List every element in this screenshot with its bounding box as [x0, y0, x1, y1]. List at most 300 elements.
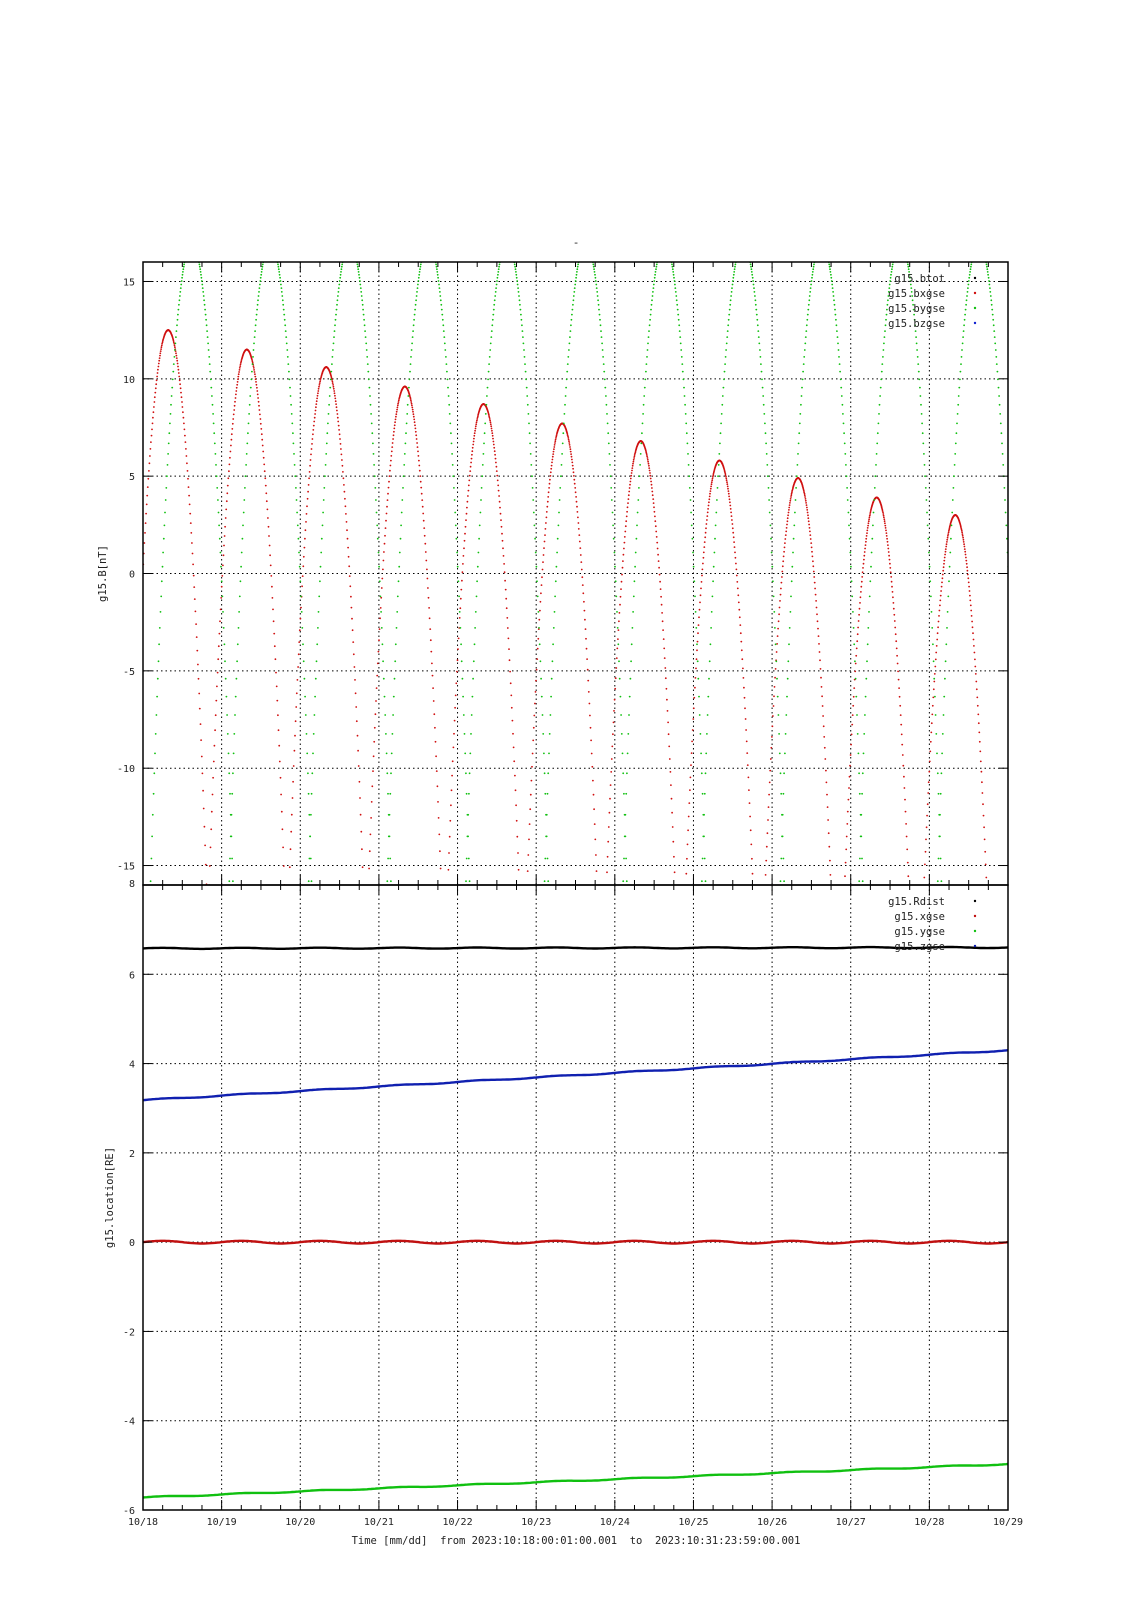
data-point-bygse: [447, 379, 449, 381]
data-point-bygse: [264, 254, 266, 256]
data-point-bxgse: [348, 556, 350, 558]
data-point-bxgse: [256, 390, 258, 392]
data-point-bxgse: [844, 889, 846, 891]
data-point-bxgse: [691, 741, 693, 743]
data-point-bxgse: [804, 493, 806, 495]
data-point-bygse: [573, 295, 575, 297]
data-point-bygse: [268, 242, 270, 244]
data-point-bygse: [781, 836, 783, 838]
data-point-bygse: [612, 525, 614, 527]
data-point-bxgse: [148, 470, 150, 472]
data-point-bygse: [563, 423, 565, 425]
data-point-bxgse: [447, 886, 449, 888]
data-point-bxgse: [906, 849, 908, 851]
data-point-bxgse: [900, 724, 902, 726]
data-point-bxgse: [534, 703, 536, 705]
data-point-bygse: [998, 387, 1000, 389]
grid-lines: [143, 262, 1008, 885]
data-point-bygse: [664, 242, 666, 244]
data-point-bygse: [387, 793, 389, 795]
data-point-bygse: [817, 247, 819, 249]
data-point-bygse: [744, 243, 746, 245]
data-point-bygse: [544, 858, 546, 860]
data-point-bygse: [978, 242, 980, 244]
data-point-bygse: [313, 733, 315, 735]
data-point-bygse: [588, 246, 590, 248]
data-point-bxgse: [867, 525, 869, 527]
data-point-bygse: [286, 349, 288, 351]
data-point-bygse: [268, 242, 270, 244]
data-point-bygse: [663, 242, 665, 244]
data-point-bygse: [831, 280, 833, 282]
data-point-bygse: [1005, 525, 1007, 527]
data-point-bxgse: [734, 546, 736, 548]
data-point-bxgse: [568, 442, 570, 444]
data-point-bygse: [301, 611, 303, 613]
data-point-bygse: [248, 423, 250, 425]
data-point-bygse: [738, 248, 740, 250]
data-point-bxgse: [492, 435, 494, 437]
data-point-bxgse: [821, 695, 823, 697]
data-point-bxgse: [226, 492, 228, 494]
data-point-bxgse: [747, 764, 749, 766]
data-point-bygse: [274, 249, 276, 251]
data-point-bxgse: [149, 462, 151, 464]
data-point-bygse: [890, 277, 892, 279]
data-point-bxgse: [433, 713, 435, 715]
data-point-bxgse: [500, 519, 502, 521]
data-point-bxgse: [980, 761, 982, 763]
data-point-bxgse: [698, 624, 700, 626]
data-arch-bxgse: [526, 423, 598, 889]
data-point-bxgse: [861, 581, 863, 583]
data-point-bxgse: [215, 714, 217, 716]
data-point-bxgse: [226, 500, 228, 502]
data-point-bxgse: [464, 540, 466, 542]
data-point-bxgse: [649, 472, 651, 474]
data-point-bxgse: [975, 673, 977, 675]
data-point-bygse: [904, 251, 906, 253]
data-point-bxgse: [666, 688, 668, 690]
data-point-bygse: [507, 242, 509, 244]
data-point-bxgse: [948, 532, 950, 534]
data-point-bygse: [759, 349, 761, 351]
data-point-bxgse: [901, 734, 903, 736]
data-point-bygse: [192, 242, 194, 244]
data-point-bxgse: [847, 811, 849, 813]
data-point-bygse: [901, 243, 903, 245]
data-point-bygse: [326, 432, 328, 434]
data-point-bygse: [301, 627, 303, 629]
data-point-bygse: [790, 596, 792, 598]
data-point-bygse: [566, 379, 568, 381]
data-point-bxgse: [695, 677, 697, 679]
data-point-bygse: [929, 566, 931, 568]
data-point-bygse: [803, 363, 805, 365]
data-point-bxgse: [131, 826, 133, 828]
y-tick-label: -2: [122, 1327, 135, 1339]
data-point-bxgse: [398, 401, 400, 403]
data-point-bxgse: [346, 529, 348, 531]
data-point-bxgse: [584, 610, 586, 612]
data-point-bygse: [270, 242, 272, 244]
data-point-bxgse: [304, 547, 306, 549]
data-point-bxgse: [491, 428, 493, 430]
data-point-bygse: [281, 287, 283, 289]
data-point-bxgse: [201, 756, 203, 758]
data-point-bygse: [924, 475, 926, 477]
data-point-bygse: [891, 268, 893, 270]
data-point-bygse: [957, 404, 959, 406]
data-point-bygse: [518, 295, 520, 297]
data-point-bygse: [674, 280, 676, 282]
data-point-bxgse: [209, 865, 211, 867]
data-point-bygse: [705, 880, 707, 882]
data-point-bxgse: [968, 582, 970, 584]
data-point-bygse: [760, 363, 762, 365]
data-point-bygse: [534, 538, 536, 540]
data-point-bygse: [693, 580, 695, 582]
data-point-bxgse: [385, 520, 387, 522]
data-point-bxgse: [815, 594, 817, 596]
data-point-bygse: [378, 566, 380, 568]
data-point-bygse: [734, 266, 736, 268]
data-point-bygse: [817, 246, 819, 248]
data-point-bygse: [895, 250, 897, 252]
data-point-bygse: [747, 250, 749, 252]
data-point-bygse: [562, 432, 564, 434]
data-point-bygse: [918, 379, 920, 381]
data-point-bxgse: [966, 566, 968, 568]
data-point-bxgse: [518, 869, 520, 871]
data-point-bygse: [266, 247, 268, 249]
data-point-bygse: [820, 242, 822, 244]
data-point-bygse: [436, 268, 438, 270]
data-point-bygse: [542, 733, 544, 735]
data-point-bygse: [783, 858, 785, 860]
data-point-bygse: [604, 379, 606, 381]
data-point-bygse: [231, 793, 233, 795]
data-point-bxgse: [495, 462, 497, 464]
data-point-bxgse: [907, 862, 909, 864]
data-point-bxgse: [923, 890, 925, 892]
data-point-bygse: [660, 247, 662, 249]
data-point-bygse: [376, 512, 378, 514]
data-point-bygse: [963, 324, 965, 326]
data-point-bygse: [439, 291, 441, 293]
data-point-bxgse: [233, 409, 235, 411]
data-point-bygse: [218, 525, 220, 527]
data-point-bygse: [261, 271, 263, 273]
data-point-bxgse: [590, 727, 592, 729]
data-point-bygse: [720, 423, 722, 425]
data-point-bxgse: [239, 367, 241, 369]
data-point-bxgse: [302, 565, 304, 567]
data-point-bxgse: [661, 612, 663, 614]
data-point-bygse: [613, 538, 615, 540]
data-point-bygse: [444, 343, 446, 345]
data-point-bygse: [949, 552, 951, 554]
data-point-bygse: [370, 413, 372, 415]
data-point-bygse: [659, 250, 661, 252]
data-point-bygse: [315, 678, 317, 680]
data-point-bygse: [686, 432, 688, 434]
data-point-bxgse: [475, 428, 477, 430]
data-point-bxgse: [160, 348, 162, 350]
data-point-bygse: [813, 264, 815, 266]
data-point-bxgse: [473, 435, 475, 437]
data-point-bygse: [742, 242, 744, 244]
data-point-bygse: [208, 356, 210, 358]
data-point-bygse: [582, 246, 584, 248]
data-point-bygse: [349, 242, 351, 244]
data-point-bygse: [822, 242, 824, 244]
data-point-bxgse: [651, 484, 653, 486]
data-point-bxgse: [582, 584, 584, 586]
data-point-bygse: [515, 271, 517, 273]
data-point-bygse: [949, 566, 951, 568]
data-point-bygse: [637, 512, 639, 514]
data-point-bxgse: [738, 609, 740, 611]
data-point-bygse: [721, 404, 723, 406]
data-point-bygse: [502, 249, 504, 251]
data-point-bygse: [640, 453, 642, 455]
data-point-bxgse: [936, 639, 938, 641]
data-point-bxgse: [387, 499, 389, 501]
data-point-bygse: [311, 772, 313, 774]
data-point-bxgse: [253, 367, 255, 369]
data-point-bygse: [570, 324, 572, 326]
data-point-bygse: [329, 387, 331, 389]
data-point-bygse: [547, 772, 549, 774]
data-point-bxgse: [649, 470, 651, 472]
data-point-bygse: [449, 413, 451, 415]
y-tick-label: 10: [122, 374, 135, 386]
data-point-bygse: [987, 271, 989, 273]
data-point-bygse: [365, 336, 367, 338]
data-point-bxgse: [882, 513, 884, 515]
data-point-bygse: [178, 309, 180, 311]
data-point-bygse: [896, 246, 898, 248]
data-point-bygse: [664, 242, 666, 244]
data-point-bygse: [424, 246, 426, 248]
data-point-bygse: [346, 244, 348, 246]
data-point-bygse: [580, 249, 582, 251]
data-point-bygse: [973, 250, 975, 252]
data-point-bygse: [417, 284, 419, 286]
data-point-bxgse: [984, 851, 986, 853]
data-point-bxgse: [240, 364, 242, 366]
data-point-bygse: [740, 244, 742, 246]
data-point-bxgse: [276, 686, 278, 688]
x-tick-label: 10/26: [757, 1517, 788, 1528]
data-point-bxgse: [348, 565, 350, 567]
data-point-bygse: [978, 242, 980, 244]
data-point-bxgse: [787, 517, 789, 519]
data-point-bygse: [337, 295, 339, 297]
data-point-bxgse: [807, 512, 809, 514]
data-point-bygse: [198, 259, 200, 261]
data-point-bxgse: [431, 663, 433, 665]
data-point-bygse: [194, 245, 196, 247]
data-point-bygse: [507, 242, 509, 244]
data-point-bygse: [663, 242, 665, 244]
data-point-bxgse: [770, 747, 772, 749]
data-point-bxgse: [393, 434, 395, 436]
data-point-bxgse: [158, 366, 160, 368]
data-point-bygse: [957, 413, 959, 415]
data-point-bygse: [506, 242, 508, 244]
data-point-bxgse: [411, 407, 413, 409]
data-point-bygse: [994, 336, 996, 338]
data-point-bxgse: [334, 398, 336, 400]
data-point-bxgse: [818, 635, 820, 637]
data-point-bygse: [158, 660, 160, 662]
data-point-bygse: [544, 793, 546, 795]
data-point-bxgse: [787, 520, 789, 522]
data-point-bxgse: [337, 417, 339, 419]
data-point-bygse: [984, 254, 986, 256]
data-point-bygse: [233, 733, 235, 735]
data-point-bxgse: [579, 547, 581, 549]
data-point-bxgse: [656, 542, 658, 544]
data-point-bygse: [714, 538, 716, 540]
data-point-bxgse: [857, 633, 859, 635]
data-point-bygse: [739, 245, 741, 247]
data-point-bygse: [194, 246, 196, 248]
data-point-bygse: [267, 244, 269, 246]
data-point-bygse: [787, 678, 789, 680]
data-point-bygse: [633, 596, 635, 598]
data-point-bygse: [903, 246, 905, 248]
data-point-bygse: [430, 243, 432, 245]
data-point-bxgse: [706, 519, 708, 521]
data-point-bygse: [487, 379, 489, 381]
data-point-bygse: [311, 793, 313, 795]
data-point-bygse: [525, 379, 527, 381]
data-point-bxgse: [569, 444, 571, 446]
data-point-bygse: [827, 254, 829, 256]
data-point-bygse: [164, 512, 166, 514]
data-point-bygse: [359, 280, 361, 282]
data-point-bxgse: [436, 770, 438, 772]
data-point-bxgse: [575, 491, 577, 493]
data-point-bxgse: [658, 567, 660, 569]
data-point-bygse: [561, 453, 563, 455]
data-point-bygse: [936, 753, 938, 755]
data-point-bxgse: [751, 858, 753, 860]
data-point-bygse: [976, 243, 978, 245]
data-point-bygse: [172, 371, 174, 373]
legend-label-btot: g15.btot: [894, 273, 945, 285]
data-point-bygse: [503, 245, 505, 247]
data-point-bygse: [981, 245, 983, 247]
data-point-bygse: [422, 253, 424, 255]
data-point-bygse: [516, 280, 518, 282]
data-point-bxgse: [688, 802, 690, 804]
data-point-bygse: [276, 259, 278, 261]
data-point-bxgse: [416, 438, 418, 440]
data-line-xgse: [143, 1241, 1008, 1244]
data-point-bygse: [863, 753, 865, 755]
data-point-bygse: [697, 678, 699, 680]
data-point-bxgse: [962, 533, 964, 535]
data-point-bygse: [964, 319, 966, 321]
data-point-bxgse: [429, 628, 431, 630]
data-point-bxgse: [969, 600, 971, 602]
data-point-bygse: [191, 242, 193, 244]
data-point-bxgse: [303, 556, 305, 558]
data-point-bygse: [1018, 836, 1020, 838]
data-point-bxgse: [386, 513, 388, 515]
data-point-bxgse: [806, 509, 808, 511]
data-point-bxgse: [343, 477, 345, 479]
data-point-bxgse: [239, 365, 241, 367]
data-point-bygse: [736, 254, 738, 256]
data-point-bxgse: [512, 720, 514, 722]
data-point-bxgse: [299, 629, 301, 631]
x-tick-label: 10/23: [521, 1517, 552, 1528]
data-point-bxgse: [532, 740, 534, 742]
data-point-bxgse: [155, 383, 157, 385]
data-point-bxgse: [821, 686, 823, 688]
data-point-bygse: [444, 349, 446, 351]
data-point-bygse: [347, 243, 349, 245]
data-point-bygse: [937, 880, 939, 882]
data-point-bygse: [652, 295, 654, 297]
data-point-bygse: [684, 395, 686, 397]
data-point-bxgse: [969, 595, 971, 597]
data-point-bygse: [610, 487, 612, 489]
data-point-bxgse: [372, 770, 374, 772]
data-point-bxgse: [337, 413, 339, 415]
data-point-bygse: [326, 443, 328, 445]
data-point-bxgse: [423, 520, 425, 522]
data-point-bxgse: [927, 792, 929, 794]
data-point-bygse: [291, 423, 293, 425]
data-point-bxgse: [470, 462, 472, 464]
data-point-bxgse: [517, 852, 519, 854]
data-point-bygse: [443, 330, 445, 332]
data-point-bygse: [349, 242, 351, 244]
data-point-bygse: [735, 259, 737, 261]
data-point-bxgse: [237, 381, 239, 383]
data-point-bygse: [286, 343, 288, 345]
data-point-bygse: [585, 242, 587, 244]
data-point-bygse: [837, 336, 839, 338]
data-point-bygse: [682, 371, 684, 373]
data-point-bygse: [935, 714, 937, 716]
data-point-bygse: [968, 277, 970, 279]
data-point-bygse: [252, 363, 254, 365]
data-point-bygse: [603, 363, 605, 365]
data-point-bygse: [502, 248, 504, 250]
data-point-bygse: [806, 324, 808, 326]
data-point-bygse: [669, 253, 671, 255]
data-point-bygse: [431, 247, 433, 249]
data-point-bygse: [191, 242, 193, 244]
data-point-bygse: [628, 714, 630, 716]
data-point-bygse: [930, 596, 932, 598]
data-point-bxgse: [184, 429, 186, 431]
data-point-bxgse: [811, 547, 813, 549]
data-point-bxgse: [270, 565, 272, 567]
data-point-bygse: [542, 714, 544, 716]
data-point-bxgse: [806, 507, 808, 509]
data-point-bygse: [630, 678, 632, 680]
data-point-bygse: [750, 264, 752, 266]
data-point-bxgse: [570, 448, 572, 450]
